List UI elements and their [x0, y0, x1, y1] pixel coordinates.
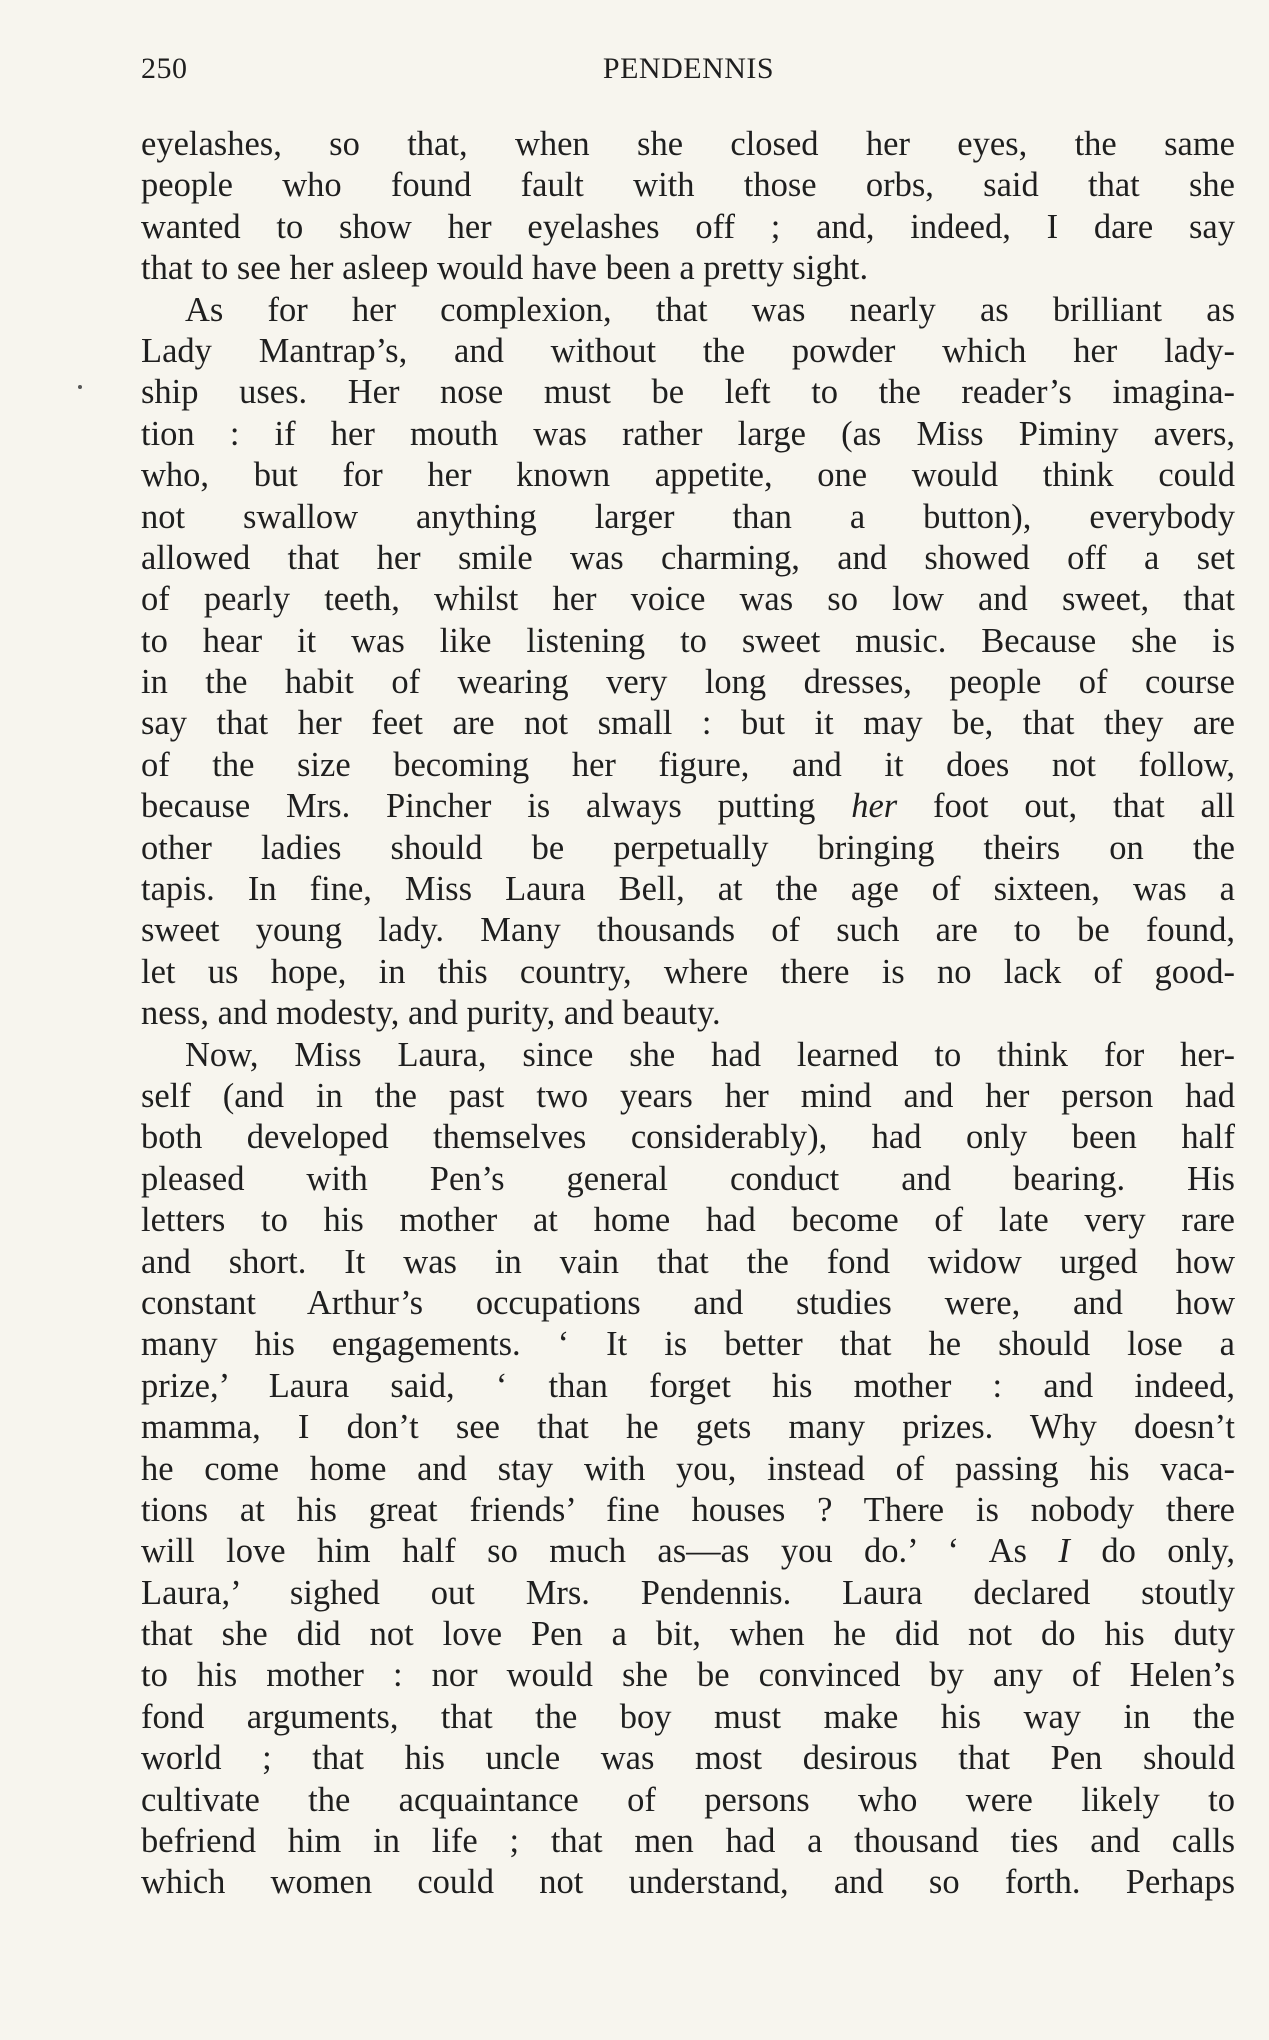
running-head: [141, 52, 1236, 92]
text-line: eyelashes, so that, when she closed her eyes, the same: [141, 125, 1235, 163]
text-line: many his engagements. ‘ It is better that he should lose a: [141, 1325, 1235, 1364]
text-line: self (and in the past two years her mind and her person had: [141, 1076, 1235, 1115]
text-segment: because Mrs. Pincher is always putting: [141, 787, 852, 826]
paragraph-first-line: As for her complexion, that was nearly as brilliant as: [185, 290, 1235, 329]
text-segment: do only,: [1069, 1532, 1235, 1571]
text-line: Laura,’ sighed out Mrs. Pendennis. Laura declared stoutly: [141, 1573, 1235, 1612]
text-line: that she did not love Pen a bit, when he did not do his duty: [141, 1615, 1235, 1654]
text-line: of the size becoming her figure, and it does not follow,: [141, 745, 1235, 784]
text-line: pleased with Pen’s general conduct and bearing. His: [141, 1159, 1235, 1198]
text-line: in the habit of wearing very long dresses, people of course: [141, 663, 1235, 702]
page-number: 250: [141, 52, 188, 85]
text-line: who, but for her known appetite, one would think could: [141, 456, 1235, 495]
body-text: [141, 124, 1235, 1904]
text-line: cultivate the acquaintance of persons who were likely to: [141, 1780, 1235, 1819]
text-line: of pearly teeth, whilst her voice was so low and sweet, that: [141, 580, 1235, 619]
text-line: mamma, I don’t see that he gets many prizes. Why doesn’t: [141, 1408, 1235, 1447]
text-line: fond arguments, that the boy must make his way in the: [141, 1697, 1235, 1736]
text-line: that to see her asleep would have been a pretty sight.: [141, 249, 869, 288]
text-line: both developed themselves considerably), had only been half: [141, 1118, 1235, 1157]
text-line: people who found fault with those orbs, said that she: [141, 166, 1235, 205]
text-line: tion : if her mouth was rather large (as Miss Piminy avers,: [141, 414, 1235, 453]
paragraph-first-line: Now, Miss Laura, since she had learned to think for her-: [185, 1035, 1235, 1074]
text-line: allowed that her smile was charming, and showed off a set: [141, 538, 1235, 577]
text-line: to his mother : nor would she be convinced by any of Helen’s: [141, 1656, 1235, 1695]
text-line: world ; that his uncle was most desirous that Pen should: [141, 1739, 1235, 1778]
text-line: ship uses. Her nose must be left to the reader’s imagina-: [141, 373, 1235, 412]
text-line: which women could not understand, and so forth. Perhaps: [141, 1863, 1235, 1902]
text-line: say that her feet are not small : but it may be, that they are: [141, 704, 1235, 743]
text-line: he come home and stay with you, instead of passing his vaca-: [141, 1449, 1235, 1488]
text-line: other ladies should be perpetually bringing theirs on the: [141, 828, 1235, 867]
text-segment: will love him half so much as—as you do.’ ‘ As: [141, 1532, 1059, 1571]
running-title: PENDENNIS: [602, 52, 775, 85]
italic-word: I: [1058, 1532, 1070, 1571]
text-line: tapis. In fine, Miss Laura Bell, at the age of sixteen, was a: [141, 870, 1235, 909]
text-line: wanted to show her eyelashes off ; and, indeed, I dare say: [141, 207, 1235, 246]
text-line-with-italic: [141, 786, 1235, 827]
text-line: ness, and modesty, and purity, and beauty.: [141, 994, 721, 1033]
text-line: prize,’ Laura said, ‘ than forget his mother : and indeed,: [141, 1366, 1235, 1405]
text-line: to hear it was like listening to sweet music. Because she is: [141, 621, 1235, 660]
text-line: Lady Mantrap’s, and without the powder which her lady-: [141, 331, 1235, 370]
text-line: sweet young lady. Many thousands of such are to be found,: [141, 911, 1235, 950]
text-line: let us hope, in this country, where there is no lack of good-: [141, 952, 1235, 991]
text-line: constant Arthur’s occupations and studies were, and how: [141, 1283, 1235, 1322]
text-line: letters to his mother at home had become of late very rare: [141, 1201, 1235, 1240]
margin-speck: [78, 385, 82, 389]
text-line: and short. It was in vain that the fond widow urged how: [141, 1242, 1235, 1281]
italic-word: her: [851, 787, 898, 826]
text-line-with-italic: [141, 1531, 1235, 1572]
text-segment: foot out, that all: [897, 787, 1235, 826]
text-line: tions at his great friends’ fine houses ? There is nobody there: [141, 1490, 1235, 1529]
text-line: not swallow anything larger than a button), everybody: [141, 497, 1235, 536]
text-line: befriend him in life ; that men had a thousand ties and calls: [141, 1822, 1235, 1861]
